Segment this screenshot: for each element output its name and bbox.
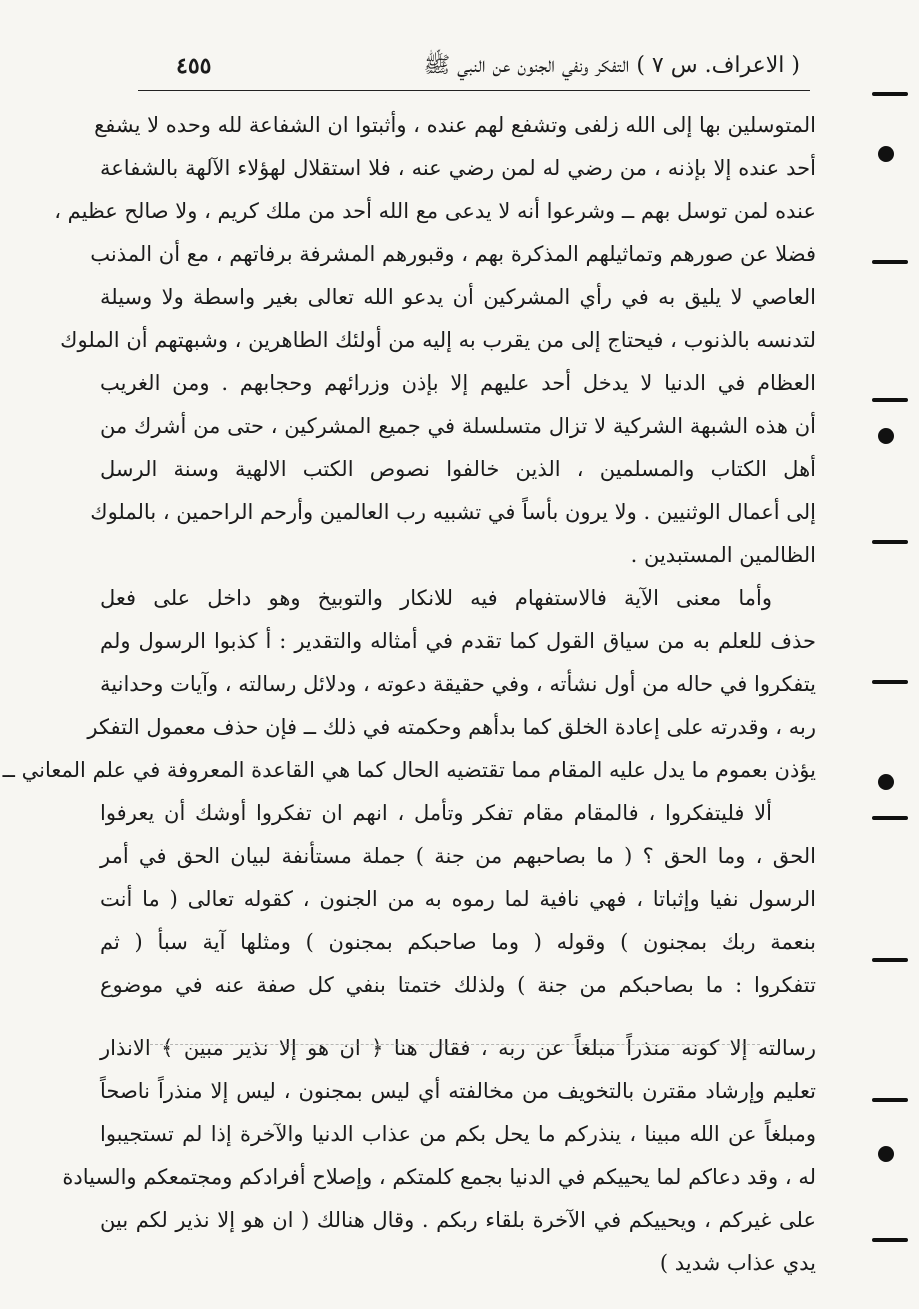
paragraph-gap [100, 1007, 816, 1027]
text-line: ربه ، وقدرته على إعادة الخلق كما بدأهم وحكمته في ذلك ــ فإن حذف معمول التفكر [87, 715, 816, 739]
text-line: وأما معنى الآية فالاستفهام فيه للانكار والتوبيخ وهو داخل على فعل [100, 586, 772, 610]
page-number: ٤٥٥ [176, 53, 212, 79]
margin-mark [872, 92, 908, 96]
margin-blot [878, 146, 894, 162]
margin-mark [872, 1238, 908, 1242]
margin-mark [872, 260, 908, 264]
text-line: بنعمة ربك بمجنون ) وقوله ( وما صاحبكم بمجنون ) ومثلها آية سبأ ( ثم [100, 930, 816, 954]
text-line: الحق ، وما الحق ؟ ( ما بصاحبهم من جنة ) جملة مستأنفة لبيان الحق في أمر [100, 844, 816, 868]
text-line: حذف للعلم به من سياق القول كما تقدم في أمثاله والتقدير : أ كذبوا الرسول ولم [100, 629, 816, 653]
text-line: على غيركم ، ويحييكم في الآخرة بلقاء ربكم . وقال هنالك ( ان هو إلا نذير لكم بين [100, 1208, 816, 1232]
text-line: ألا فليتفكروا ، فالمقام مقام تفكر وتأمل ، انهم ان تفكروا أوشك أن يعرفوا [100, 801, 772, 825]
text-line: فضلا عن صورهم وتماثيلهم المذكرة بهم ، وقبورهم المشرفة برفاتهم ، مع أن المذنب [90, 242, 816, 266]
margin-mark [872, 958, 908, 962]
text-line: له ، وقد دعاكم لما يحييكم في الدنيا بجمع كلمتكم ، وإصلاح أفرادكم ومجتمعكم والسيادة [62, 1165, 816, 1189]
text-line: لتدنسه بالذنوب ، فيحتاج إلى من يقرب به إليه من أولئك الطاهرين ، وشبهتهم أن الملوك [60, 328, 816, 352]
margin-blot [878, 1146, 894, 1162]
text-line: العظام في الدنيا لا يدخل أحد عليهم إلا بإذن وزرائهم وحجابهم . ومن الغريب [100, 371, 816, 395]
text-line: تتفكروا : ما بصاحبكم من جنة ) ولذلك ختمتا بنفي كل صفة عنه في موضوع [100, 973, 816, 997]
text-line: العاصي لا يليق به في رأي المشركين أن يدعو الله تعالى بغير واسطة ولا وسيلة [100, 285, 816, 309]
margin-mark [872, 398, 908, 402]
margin-mark [872, 680, 908, 684]
text-line: يؤذن بعموم ما يدل عليه المقام مما تقتضيه الحال كما هي القاعدة المعروفة في علم المعاني ــ [2, 758, 816, 782]
text-line: ومبلغاً عن الله مبينا ، ينذركم ما يحل بكم من عذاب الدنيا والآخرة إذا لم تستجيبوا [100, 1122, 816, 1146]
text-line: أهل الكتاب والمسلمين ، الذين خالفوا نصوص الكتب الالهية وسنة الرسل [100, 457, 816, 481]
section-separator [150, 1044, 760, 1045]
text-line: تعليم وإرشاد مقترن بالتخويف من مخالفته أي ليس بمجنون ، ليس إلا منذراً ناصحاً [100, 1079, 816, 1103]
text-line: المتوسلين بها إلى الله زلفى وتشفع لهم عنده ، وأثبتوا ان الشفاعة لله وحده لا يشفع [94, 113, 816, 137]
text-line: إلى أعمال الوثنيين . ولا يرون بأساً في تشبيه رب العالمين وأرحم الراحمين ، بالملوك [90, 500, 816, 524]
header-title: ( الاعراف. س ٧ ) التفكر ونفي الجنون عن النبي ﷺ [423, 53, 800, 78]
margin-mark [872, 816, 908, 820]
margin-blot [878, 774, 894, 790]
margin-mark [872, 1098, 908, 1102]
text-line: رسالته إلا كونه منذراً مبلغاً عن ربه ، فقال هنا ﴿ ان هو إلا نذير مبين ﴾ الانذار [100, 1036, 816, 1060]
text-line: أحد عنده إلا بإذنه ، من رضي له لمن رضي عنه ، فلا استقلال لهؤلاء الآلهة بالشفاعة [100, 156, 816, 180]
text-line: أن هذه الشبهة الشركية لا تزال متسلسلة في جميع المشركين ، حتى من أشرك من [100, 414, 816, 438]
margin-blot [878, 428, 894, 444]
text-line: الظالمين المستبدين . [630, 543, 816, 567]
body-text [2, 104, 816, 1285]
margin-mark [872, 540, 908, 544]
text-line: يدي عذاب شديد ) [659, 1251, 816, 1275]
header-rule [138, 90, 810, 91]
text-line: عنده لمن توسل بهم ــ وشرعوا أنه لا يدعى مع الله أحد من ملك كريم ، ولا صالح عظيم ، [54, 199, 816, 223]
text-line: يتفكروا في حاله من أول نشأته ، وفي حقيقة دعوته ، ودلائل رسالته ، وآيات وحدانية [100, 672, 816, 696]
running-header [120, 46, 800, 86]
text-line: الرسول نفيا وإثباتا ، فهي نافية لما رموه به من الجنون ، كقوله تعالى ( ما أنت [100, 887, 816, 911]
